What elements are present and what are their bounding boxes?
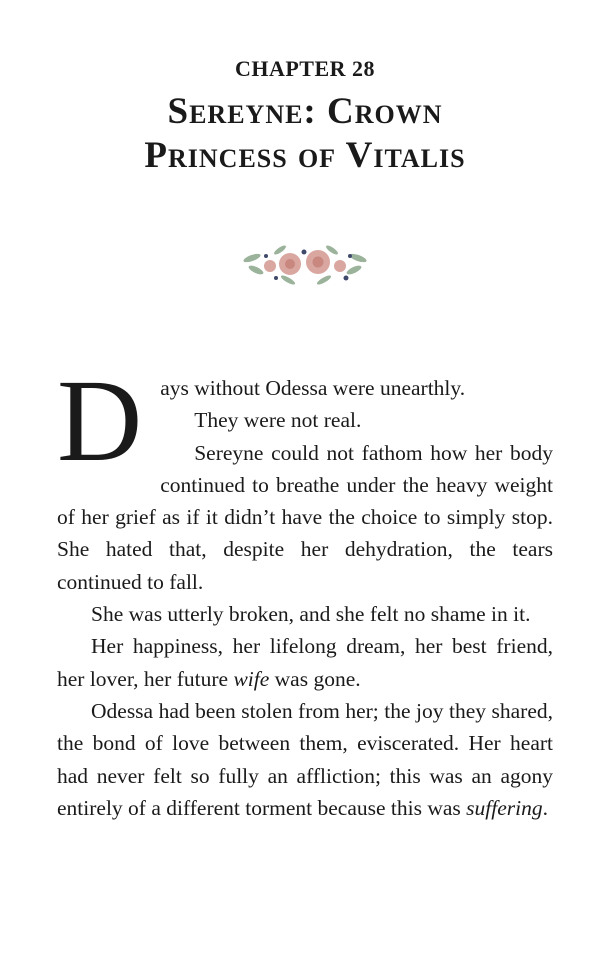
drop-cap: D <box>57 355 143 486</box>
paragraph-5-emphasis: wife <box>233 666 270 691</box>
paragraph-1: ays without Odessa were unearthly. <box>160 376 466 400</box>
paragraph-6-text-b: . <box>542 795 548 820</box>
paragraph-5 <box>57 630 553 695</box>
paragraph-6-emphasis: suffering <box>466 795 543 820</box>
chapter-title-line-2: Princess of Vitalis <box>144 135 466 176</box>
paragraph-2: They were not real. <box>194 408 362 433</box>
chapter-number: CHAPTER 28 <box>234 56 376 81</box>
paragraph-4: She was utterly broken, and she felt no shame in it. <box>91 602 531 627</box>
paragraph-5-text-a: Her happiness, her lifelong dream, her best friend, her lover, her future <box>57 634 553 691</box>
paragraph-6 <box>57 695 553 824</box>
floral-ornament-icon <box>240 236 370 292</box>
chapter-title-line-1: Sereyne: Crown <box>167 91 443 132</box>
paragraph-6-text-a: Odessa had been stolen from her; the joy they shared, the bond of love between them, eviscerated. Her heart had never felt so fully an affliction; this was an agony entirely of a different torment because this was <box>57 698 553 820</box>
chapter-body <box>57 355 553 824</box>
paragraph-5-text-b: was gone. <box>269 666 361 691</box>
chapter-title <box>0 90 610 178</box>
paragraph-3: Sereyne could not fathom how her body continued to breathe under the heavy weight of her grief as if it didn’t have the choice to simply stop. She hated that, despite her dehydration, the tears continued to fall. <box>57 440 553 594</box>
